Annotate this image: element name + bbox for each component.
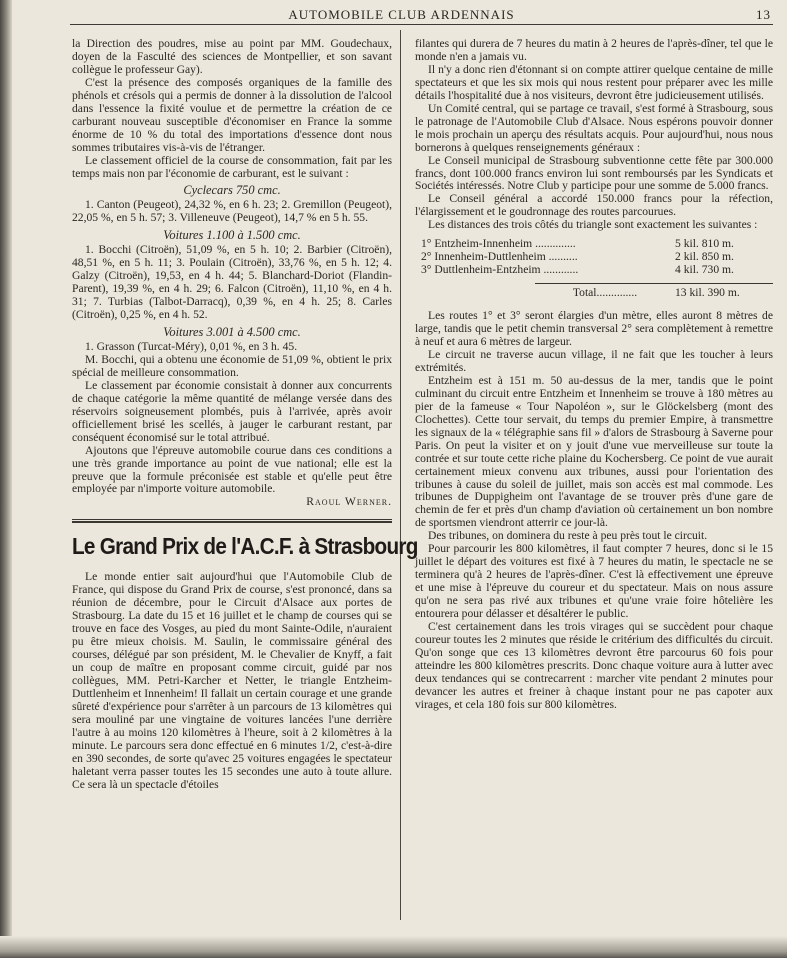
route-name: 1° Entzheim-Innenheim .............. (421, 237, 576, 251)
headline-rule-top-thick (72, 521, 392, 523)
class-heading: Voitures 3.001 à 4.500 cmc. (163, 325, 301, 340)
total-value: 13 kil. 390 m. (675, 286, 740, 300)
route-length: 4 kil. 730 m. (675, 263, 734, 277)
article-headline: Le Grand Prix de l'A.C.F. à Strasbourg (72, 533, 418, 560)
running-title: AUTOMOBILE CLUB ARDENNAIS (288, 7, 515, 22)
paragraph: Un Comité central, qui se partage ce travail, s'est formé à Strasbourg, sous le patronage de l'Automobile Club d'Alsace. Nous espérons pouvoir donner le mois prochain un aperçu des résultats acquis. Pour aujourd'hui, nous nous bornerons à quelques renseignements généraux : (415, 101, 773, 154)
paragraph: Le circuit ne traverse aucun village, il ne fait que les toucher à leurs extrémités. (415, 347, 773, 374)
paragraph: C'est certainement dans les trois virages qui se succèdent pour chaque coureur toutes les 2 minutes que réside le critérium des difficultés du circuit. Qu'on songe que ces 13 kilomètres devront être parcourus 60 fois pour atteindre les 800 kilomètres prescrits. Donc chaque voiture aura à lutter avec deux tendances qui se contrecarrent : marcher vite pendant 2 minutes pour devancer les autres et freiner à chaque instant pour ne pas capoter aux virages, et cela 180 fois sur 800 kilomètres. (415, 619, 773, 711)
class-results: 1. Grasson (Turcat-Méry), 0,01 %, en 3 h. 45. (85, 339, 298, 353)
paragraph: Le classement par économie consistait à donner aux concurrents de chaque catégorie la même quantité de mélange versée dans des réservoirs soigneusement plombés, puis à l'arrivée, après avoir officiellement brisé les scellés, à jauger le carburant restant, par conséquent économisé sur le total attribué. (72, 378, 392, 444)
paragraph: Le Conseil général a accordé 150.000 francs pour la réfection, l'élargissement et le goudronnage des routes parcourues. (415, 192, 773, 219)
paragraph: Ajoutons que l'épreuve automobile courue dans ces conditions a une très grande importance au point de vue national; elle est la preuve que la formule préconisée est stable et qu'elle peut être employée par n'importe voiture automobile. (72, 443, 392, 496)
class-results: 1. Bocchi (Citroën), 51,09 %, en 5 h. 10; 2. Barbier (Citroën), 48,51 %, en 5 h. 11; 3. Poulain (Citroën), 33,76 %, en 5 h. 12; 4. Galzy (Citroën), 19,53, en 4 h. 44; 5. Blanchard-Doriot (Flandin-Parent), 19,39 %, en 4 h. 29; 6. Falcon (Citroën), 11,10 %, en 4 h. 31; 7. Turbias (Talbot-Darracq), 0,39 %, en 4 h. 25; 8. Carles (Citroën), 0,25 %, en 4 h. 52. (72, 243, 392, 322)
headline-rule-top (72, 519, 392, 520)
paragraph: C'est la présence des composés organiques de la famille des phénols et crésols qui a permis de donner à la dissolution de l'alcool dans l'essence la fixité voulue et de permettre la création de ce carburant nouveau susceptible d'économiser en France la somme énorme de 10 % du total des importations d'essence dont nous sommes tributaires vis-à-vis de l'étranger. (72, 75, 392, 154)
class-results: 1. Canton (Peugeot), 24,32 %, en 6 h. 23; 2. Gremillon (Peugeot), 22,05 %, en 5 h. 57; 3. Villeneuve (Peugeot), 14,7 % en 5 h. 55. (72, 198, 392, 225)
route-length: 5 kil. 810 m. (675, 237, 734, 251)
class-heading: Cyclecars 750 cmc. (183, 183, 281, 198)
paragraph: Le Conseil municipal de Strasbourg subventionne cette fête par 300.000 francs, dont 100.000 francs environ lui sont remboursés par les Syndicats et Sociétés intéressés. Notre Club y participe pour une somme de 5.000 francs. (415, 153, 773, 193)
left-column (72, 37, 418, 792)
route-name: 2° Innenheim-Duttlenheim .......... (421, 250, 578, 264)
distance-total (535, 283, 773, 300)
paragraph: Le classement officiel de la course de consommation, fait par les temps mais non par l'économie de carburant, est le suivant : (72, 153, 392, 180)
class-heading: Voitures 1.100 à 1.500 cmc. (163, 228, 301, 243)
distance-row (415, 264, 773, 277)
route-name: 3° Duttlenheim-Entzheim ............ (421, 263, 579, 277)
distance-table (415, 238, 773, 277)
route-length: 2 kil. 850 m. (675, 250, 734, 264)
paragraph: Les routes 1° et 3° seront élargies d'un mètre, elles auront 8 mètres de large, tandis que le petit chemin transversal 2° sera complètement à remettre à neuf et aura 6 mètres de largeur. (415, 309, 773, 349)
total-label: Total.............. (572, 286, 638, 300)
right-column (415, 38, 773, 712)
paragraph: filantes qui durera de 7 heures du matin à 2 heures de l'après-dîner, tel que le monde n'en a jamais vu. (415, 37, 773, 63)
page-header (70, 4, 773, 25)
page-number: 13 (756, 7, 771, 22)
paragraph: Pour parcourir les 800 kilomètres, il faut compter 7 heures, donc si le 15 juillet le départ des voitures est fixé à 7 heures du matin, le spectacle ne se terminera qu'à 2 heures de l'après-dîner. C'est là effectivement une épreuve et une mise à l'épreuve du coureur et du spectateur. Mais on nous assure qu'on ne sera pas rivé aux tribunes et qu'une vraie foire hôtelière les entourera pour délasser et désaltérer le public. (415, 542, 773, 621)
paragraph: Les distances des trois côtés du triangle sont exactement les suivantes : (428, 218, 758, 232)
paragraph: M. Bocchi, qui a obtenu une économie de 51,09 %, obtient le prix spécial de meilleure consommation. (72, 352, 392, 379)
page-bottom-edge (0, 936, 787, 958)
column-divider (400, 30, 401, 920)
paragraph: Il n'y a donc rien d'étonnant si on compte attirer quelque centaine de mille spectateurs et que les six mois qui nous restent pour préparer avec les mille détails l'hospitalité due à nos visiteurs, devront être judicieusement utilisés. (415, 62, 773, 102)
page-binding-edge (0, 0, 12, 958)
paragraph: Des tribunes, on dominera du reste à peu près tout le circuit. (428, 529, 708, 543)
author-signature: Raoul Werner. (306, 495, 392, 509)
paragraph: Entzheim est à 151 m. 50 au-dessus de la mer, tandis que le point culminant du circuit entre Entzheim et Innenheim se trouve à 180 mètres au pier de la fameuse « Tour Napoléon », sur le Glöckelsberg (mont des Clochettes). Cette tour servait, du temps du premier Empire, à transmettre les signaux de la « télégraphie sans fil » d'alors de Strasbourg à Saverne pour Paris. On peut la visiter et on y jouit d'une vue merveilleuse sur toute la contrée et sur toute cette riche plaine du Kochersberg. Ce point de vue aurait certainement mieux convenu aux tribunes, aussi pour l'orientation des tribunes à cause du soleil de juillet, mais son accès est mal commode. Les tribunes de Duppigheim ont l'avantage de se trouver près d'une gare de chemin de fer et près d'un champ d'aviation où certainement un bon nombre de sportsmen viendront atterrir ce jour-là. (415, 373, 773, 530)
paragraph: la Direction des poudres, mise au point par MM. Goudechaux, doyen de la Fasculté des sciences de Montpellier, et son savant collègue le professeur Gay). (72, 37, 392, 76)
article-paragraph: Le monde entier sait aujourd'hui que l'Automobile Club de France, qui dispose du Grand Prix de course, s'est prononcé, dans sa réunion de décembre, pour le Circuit d'Alsace aux portes de Strasbourg. La date du 15 et 16 juillet et le champ de courses qui se trouve en face des Vosges, au pied du mont Sainte-Odile, n'auraient pu être mieux choisis. M. Saulin, le commissaire général des courses, délégué par son président, M. le Chevalier de Knyff, a fait un coup de maître en proposant comme circuit, guidé par nos collègues, MM. Petri-Karcher et Netter, le triangle Entzheim-Duttlenheim et Innenheim! Il fallait un certain courage et une grande sûreté d'expérience pour s'arrêter à un parcours de 13 kilomètres qui sera mouliné par une vingtaine de voitures lancées l'une derrière l'autre à au moins 120 kilomètres à l'heure, soit à 2 kilomètres à la minute. Le parcours sera donc effectué en 6 minutes 1/2, c'est-à-dire en 390 secondes, de sorte qu'avec 25 voitures engagées le spectateur haletant verra passer toutes les 15 secondes une auto à toute allure. Ce sera là un spectacle d'étoiles (72, 570, 392, 791)
